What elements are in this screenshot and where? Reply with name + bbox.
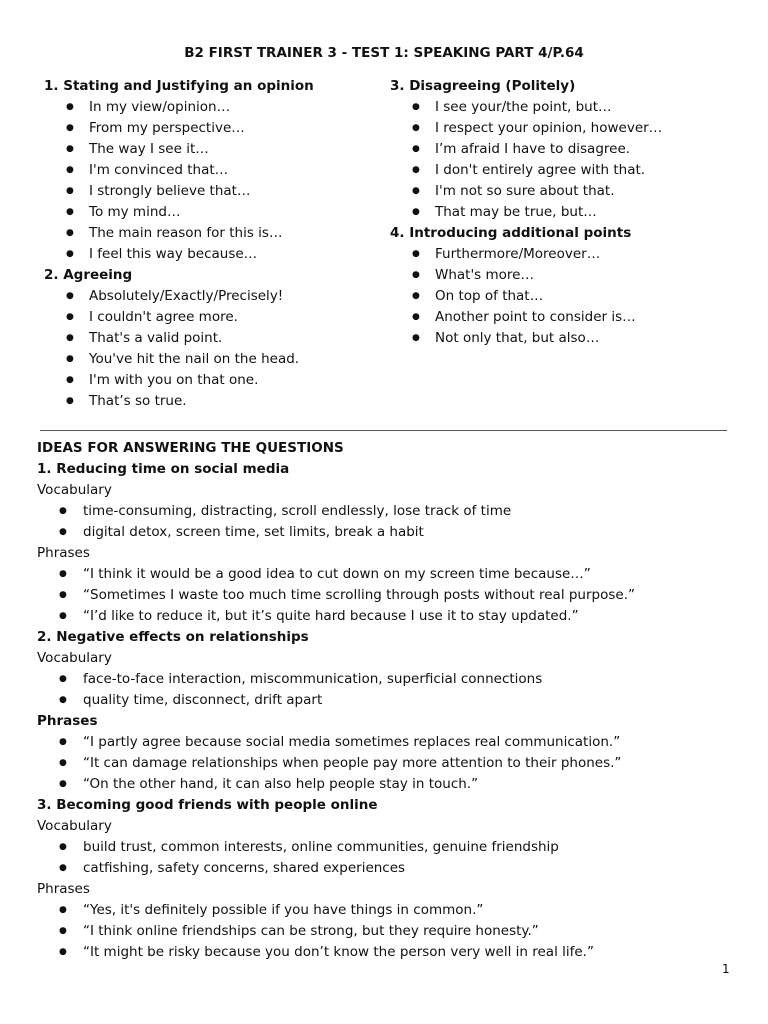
list-item: ● On top of that… xyxy=(390,286,662,307)
right-column xyxy=(390,76,662,349)
list-item: ● face-to-face interaction, miscommunication, superficial connections xyxy=(37,669,635,690)
vocabulary-label: Vocabulary xyxy=(37,650,112,666)
question-heading: 3. Becoming good friends with people online xyxy=(37,797,378,813)
list-item: ● That’s so true. xyxy=(44,391,314,412)
list-item: ● You've hit the nail on the head. xyxy=(44,349,314,370)
question-heading: 1. Reducing time on social media xyxy=(37,461,290,477)
left-column xyxy=(44,76,314,412)
phrases-label: Phrases xyxy=(37,881,90,897)
page-title: B2 FIRST TRAINER 3 - TEST 1: SPEAKING PART 4/P.64 xyxy=(184,45,584,61)
list-item: ● I couldn't agree more. xyxy=(44,307,314,328)
section-heading: 2. Agreeing xyxy=(44,267,133,283)
phrases-list xyxy=(37,732,635,795)
vocabulary-list xyxy=(37,501,635,543)
section-heading: 4. Introducing additional points xyxy=(390,225,632,241)
list-item: ● That's a valid point. xyxy=(44,328,314,349)
list-item: ● I feel this way because… xyxy=(44,244,314,265)
vocabulary-list xyxy=(37,837,635,879)
bullet-list xyxy=(390,97,662,223)
list-item: ● quality time, disconnect, drift apart xyxy=(37,690,635,711)
list-item: ● “Sometimes I waste too much time scrolling through posts without real purpose.” xyxy=(37,585,635,606)
horizontal-divider xyxy=(40,430,727,431)
section-heading: 1. Stating and Justifying an opinion xyxy=(44,78,314,94)
list-item: ● I strongly believe that… xyxy=(44,181,314,202)
list-item: ● I’m afraid I have to disagree. xyxy=(390,139,662,160)
list-item: ● In my view/opinion… xyxy=(44,97,314,118)
bullet-list xyxy=(390,244,662,349)
list-item: ● “Yes, it's definitely possible if you have things in common.” xyxy=(37,900,635,921)
vocabulary-label: Vocabulary xyxy=(37,818,112,834)
list-item: ● What's more… xyxy=(390,265,662,286)
list-item: ● I'm convinced that… xyxy=(44,160,314,181)
vocabulary-list xyxy=(37,669,635,711)
list-item: ● To my mind… xyxy=(44,202,314,223)
list-item: ● The main reason for this is… xyxy=(44,223,314,244)
list-item: ● “It can damage relationships when people pay more attention to their phones.” xyxy=(37,753,635,774)
vocabulary-label: Vocabulary xyxy=(37,482,112,498)
bullet-list xyxy=(44,286,314,412)
list-item: ● Not only that, but also… xyxy=(390,328,662,349)
list-item: ● Furthermore/Moreover… xyxy=(390,244,662,265)
section-heading: 3. Disagreeing (Politely) xyxy=(390,78,576,94)
list-item: ● That may be true, but… xyxy=(390,202,662,223)
page-number: 1 xyxy=(722,962,730,976)
list-item: ● “I think online friendships can be strong, but they require honesty.” xyxy=(37,921,635,942)
phrases-list xyxy=(37,900,635,963)
list-item: ● “I partly agree because social media sometimes replaces real communication.” xyxy=(37,732,635,753)
list-item: ● digital detox, screen time, set limits, break a habit xyxy=(37,522,635,543)
phrases-label: Phrases xyxy=(37,713,98,729)
list-item: ● Another point to consider is… xyxy=(390,307,662,328)
list-item: ● “I think it would be a good idea to cut down on my screen time because…” xyxy=(37,564,635,585)
list-item: ● I respect your opinion, however… xyxy=(390,118,662,139)
list-item: ● “It might be risky because you don’t know the person very well in real life.” xyxy=(37,942,635,963)
list-item: ● Absolutely/Exactly/Precisely! xyxy=(44,286,314,307)
phrases-label: Phrases xyxy=(37,545,90,561)
ideas-section xyxy=(37,438,635,963)
list-item: ● I'm with you on that one. xyxy=(44,370,314,391)
list-item: ● I don't entirely agree with that. xyxy=(390,160,662,181)
question-heading: 2. Negative effects on relationships xyxy=(37,629,309,645)
list-item: ● From my perspective… xyxy=(44,118,314,139)
list-item: ● catfishing, safety concerns, shared experiences xyxy=(37,858,635,879)
bullet-list xyxy=(44,97,314,265)
list-item: ● “I’d like to reduce it, but it’s quite hard because I use it to stay updated.” xyxy=(37,606,635,627)
phrases-list xyxy=(37,564,635,627)
list-item: ● The way I see it… xyxy=(44,139,314,160)
list-item: ● time-consuming, distracting, scroll endlessly, lose track of time xyxy=(37,501,635,522)
list-item: ● I see your/the point, but… xyxy=(390,97,662,118)
list-item: ● I'm not so sure about that. xyxy=(390,181,662,202)
list-item: ● “On the other hand, it can also help people stay in touch.” xyxy=(37,774,635,795)
ideas-heading: IDEAS FOR ANSWERING THE QUESTIONS xyxy=(37,440,344,456)
list-item: ● build trust, common interests, online communities, genuine friendship xyxy=(37,837,635,858)
